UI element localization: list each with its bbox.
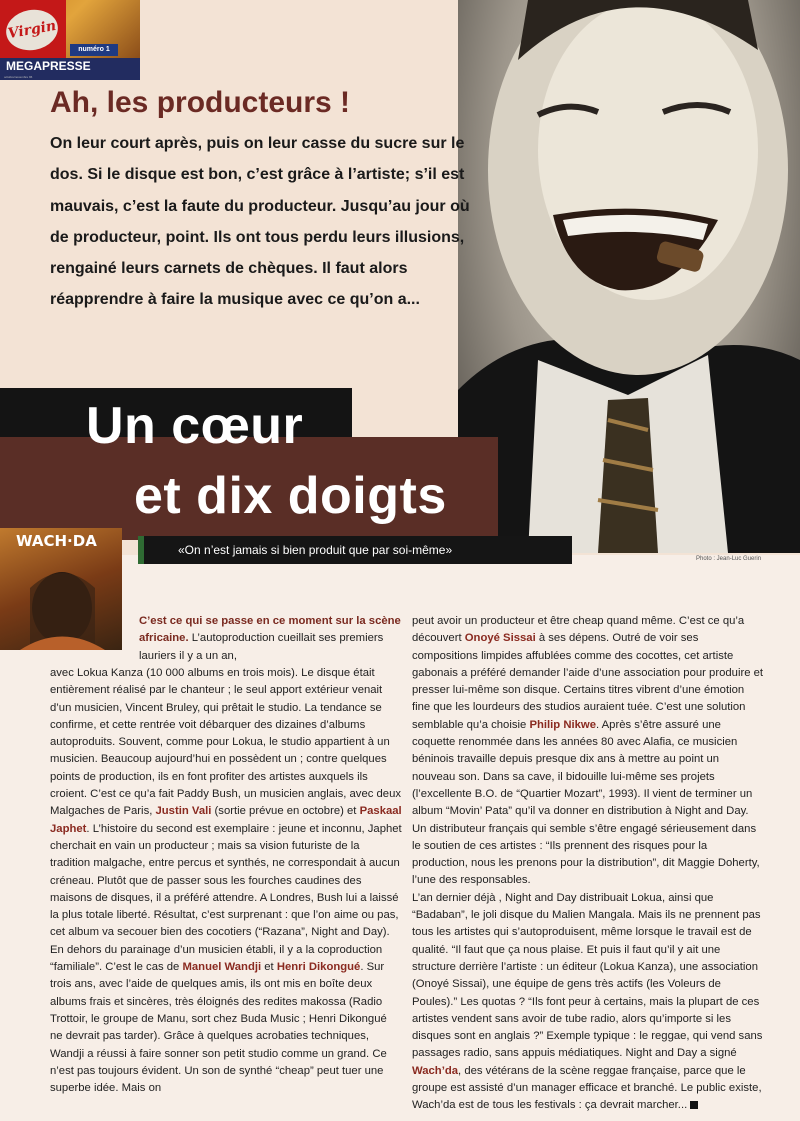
- end-of-article-mark: [690, 1101, 698, 1109]
- text-run: (sortie prévue en octobre) et: [211, 805, 360, 818]
- text-run: L’an dernier déjà , Night and Day distribuait Lokua, ainsi que “Badaban”, le joli disque du Malien Mangala. Mais ils ne prennent pas tous les artistes qui s’autoproduisent, même lorsque le travail est de qualité. “Il faut que ça nous plaise. Et puis il faut qu’il y ait une structure derrière l’artiste : un éditeur (Lokua Kanza), une association (Onoyé Sissai), une équipe de gens très actifs (les Voleurs de Poules).” Les quotas ? “Ils font peur à certains, mais la plupart de ces artistes vendent sans avoir de tube radio, alors qu’importe si les disques sont en anglais ?” Exemple typique : le reggae, qui vend sans passages radio, sans appuis médiatiques. Night and Day a signé: [412, 891, 763, 1060]
- paragraph: [50, 942, 402, 1098]
- artist-name: Wach’da: [412, 1064, 459, 1077]
- album-title: WACH·DA: [16, 532, 97, 550]
- deck-paragraph: On leur court après, puis on leur casse du sucre sur le dos. Si le disque est bon, c’est grâce à l’artiste; s’il est mauvais, c’est la faute du producteur. Jusqu’au jour où de producteur, point. Ils ont tous perdu leurs illusions, rengainé leurs carnets de chèques. Il faut alors réapprendre à faire la musique avec ce qu’on a...: [50, 135, 470, 309]
- paragraph: [412, 890, 764, 1115]
- masthead-strip: octobre/novembre 96: [0, 74, 140, 80]
- text-run: . Sur trois ans, avec l’aide de quelques amis, ils ont mis en boîte deux albums frais et sincères, très éloignés des redites makossa (Radio Trottoir, le groupe de Manu, sort chez Buda Music ; Henri Dikongué ne devrait pas tarder). Grâce à quelques acrobaties techniques, Wandji a réussi à faire sonner son petit studio comme un grand. Ce n’est pas toujours évident. Un son de synthé “cheap” peut tuer une superbe idée. Mais on: [50, 961, 387, 1095]
- artist-name: Onoyé Sissai: [464, 632, 536, 645]
- headline: Ah, les producteurs !: [50, 86, 351, 119]
- photo-credit: Photo : Jean-Luc Guerin: [696, 556, 762, 562]
- body-right-column: [412, 613, 764, 1115]
- text-run: . L’histoire du second est exemplaire : jeune et inconnu, Japhet cherchait en vain un producteur ; mais sa vision futuriste de la tradition malgache, entre percus et synthés, ne correspondait à aucun créneau. Plutôt que de passer sous les fourches caudines des maisons de disques, il a préféré attendre. A Londres, Bush lui a laissé la plus totale liberté. Résultat, c’est surprenant : que l’on aime ou pas, cet album va secouer bien des cocotiers (“Razana”, Night and Day).: [50, 822, 402, 939]
- paragraph: [412, 613, 764, 890]
- text-run: , des vétérans de la scène reggae française, parce que le groupe est assisté d’un manager efficace et branché. Le public existe, Wach’da est de tous les festivals : ça devrait marcher...: [412, 1064, 762, 1112]
- lead-rest: L’autoproduction cueillait ses premiers lauriers il y a un an,: [139, 632, 384, 662]
- artist-name: Paskaal Japhet: [50, 805, 402, 835]
- artist-name: Justin Vali: [155, 805, 212, 818]
- body-left-column: [50, 665, 402, 1097]
- title-line-1: Un cœur: [86, 397, 304, 455]
- text-run: . Après s’être assuré une coquette renommée dans les années 80 avec Alafia, ce musicien béninois travaille depuis presque dix ans à mettre au point un nouveau son. Dans sa cave, il bidouille lui-même ses projets (l’excellente B.O. de “Quartier Mozart”, 1993). Il vient de terminer un album “Movin’ Pata” qu’il va donner en distribution à Night and Day. Un distributeur français qui semble s’être engagé sérieusement dans le soutien de ces artistes : “Ils prennent des risques pour la production, nous les prenons pour la distribution”, dit Maggie Doherty, l’une des responsables.: [412, 718, 760, 887]
- issue-label: numéro 1: [70, 44, 118, 56]
- lead-highlight: C’est ce qui se passe en ce moment sur la scène africaine.: [139, 615, 401, 645]
- text-run: à ses dépens. Outré de voir ses compositions limpides affublées comme des cocottes, cet artiste gabonais a préféré demander l’aide d’une association pour produire et presser lui-même son disque. Certains titres vibrent d’une émotion fine que les lourdeurs des studios auraient tuée. C’est une solution semblable qu’a choisie: [412, 632, 764, 731]
- text-run: et: [261, 961, 277, 974]
- subtitle-quote: «On n’est jamais si bien produit que par soi-même»: [138, 536, 572, 564]
- megapresse-logo: [0, 0, 140, 80]
- virgin-logo: Virgin: [3, 6, 61, 54]
- title-line-2: et dix doigts: [134, 467, 447, 525]
- text-run: peut avoir un producteur et être cheap quand même. C’est ce qu’a découvert: [412, 615, 745, 645]
- text-run: En dehors du parainage d’un musicien établi, il y a la coproduction “familiale”. C’est le cas de: [50, 943, 383, 974]
- artist-name: Philip Nikwe: [529, 718, 596, 731]
- producer-photo: [458, 0, 800, 553]
- text-run: avec Lokua Kanza (10 000 albums en trois mois). Le disque était entièrement réalisé par le chanteur ; le seul apport extérieur venait d’un musicien, Vincent Bruley, qui prêtait le studio. La tendance se confirme, et cette rentrée voit débarquer des dizaines d’albums autoproduits. Souvent, comme pour Lokua, le studio appartient à un musicien. Beaucoup aujourd’hui en possèdent un ; contre quelques points de production, ils en font profiter des artistes auxquels ils croient. C’est ce qu’a fait Paddy Bush, un musicien anglais, avec deux Malgaches de Paris,: [50, 667, 402, 818]
- masthead-title: MEGAPRESSE: [0, 58, 140, 74]
- artist-name: Henri Dikongué: [276, 961, 361, 974]
- paragraph: [50, 665, 402, 942]
- artist-name: Manuel Wandji: [182, 961, 262, 974]
- body-left-lead: [139, 613, 401, 665]
